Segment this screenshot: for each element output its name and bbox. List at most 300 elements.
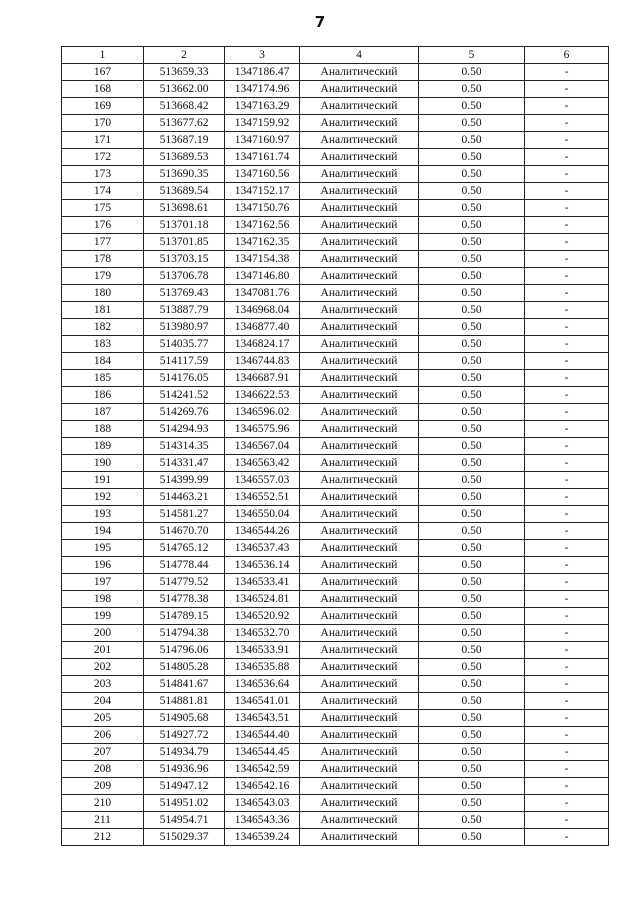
x-coordinate-cell: 514881.81 — [144, 693, 225, 710]
accuracy-cell: 0.50 — [419, 489, 525, 506]
point-number-cell: 186 — [62, 387, 144, 404]
method-cell: Аналитический — [300, 642, 419, 659]
y-coordinate-cell: 1346824.17 — [225, 336, 300, 353]
table-row — [62, 200, 609, 217]
y-coordinate-cell: 1347152.17 — [225, 183, 300, 200]
method-cell: Аналитический — [300, 778, 419, 795]
accuracy-cell: 0.50 — [419, 608, 525, 625]
method-cell: Аналитический — [300, 829, 419, 846]
accuracy-cell: 0.50 — [419, 319, 525, 336]
x-coordinate-cell: 513662.00 — [144, 81, 225, 98]
method-cell: Аналитический — [300, 455, 419, 472]
y-coordinate-cell: 1346550.04 — [225, 506, 300, 523]
table-row — [62, 251, 609, 268]
method-cell: Аналитический — [300, 64, 419, 81]
point-number-cell: 195 — [62, 540, 144, 557]
table-row — [62, 523, 609, 540]
accuracy-cell: 0.50 — [419, 98, 525, 115]
y-coordinate-cell: 1346543.03 — [225, 795, 300, 812]
x-coordinate-cell: 514778.38 — [144, 591, 225, 608]
point-number-cell: 201 — [62, 642, 144, 659]
note-cell: - — [525, 319, 609, 336]
point-number-cell: 180 — [62, 285, 144, 302]
note-cell: - — [525, 795, 609, 812]
x-coordinate-cell: 514314.35 — [144, 438, 225, 455]
column-header: 3 — [225, 47, 300, 64]
x-coordinate-cell: 513701.85 — [144, 234, 225, 251]
table-row — [62, 710, 609, 727]
table-row — [62, 642, 609, 659]
method-cell: Аналитический — [300, 540, 419, 557]
x-coordinate-cell: 514778.44 — [144, 557, 225, 574]
point-number-cell: 190 — [62, 455, 144, 472]
table-row — [62, 744, 609, 761]
y-coordinate-cell: 1346537.43 — [225, 540, 300, 557]
note-cell: - — [525, 523, 609, 540]
point-number-cell: 175 — [62, 200, 144, 217]
accuracy-cell: 0.50 — [419, 81, 525, 98]
accuracy-cell: 0.50 — [419, 591, 525, 608]
y-coordinate-cell: 1346539.24 — [225, 829, 300, 846]
table-row — [62, 132, 609, 149]
x-coordinate-cell: 514765.12 — [144, 540, 225, 557]
point-number-cell: 183 — [62, 336, 144, 353]
table-row — [62, 387, 609, 404]
table-row — [62, 795, 609, 812]
method-cell: Аналитический — [300, 608, 419, 625]
note-cell: - — [525, 166, 609, 183]
y-coordinate-cell: 1346557.03 — [225, 472, 300, 489]
method-cell: Аналитический — [300, 149, 419, 166]
note-cell: - — [525, 642, 609, 659]
table-row — [62, 727, 609, 744]
accuracy-cell: 0.50 — [419, 217, 525, 234]
y-coordinate-cell: 1346542.16 — [225, 778, 300, 795]
y-coordinate-cell: 1346533.41 — [225, 574, 300, 591]
note-cell: - — [525, 353, 609, 370]
accuracy-cell: 0.50 — [419, 438, 525, 455]
y-coordinate-cell: 1347162.35 — [225, 234, 300, 251]
table-row — [62, 761, 609, 778]
y-coordinate-cell: 1347162.56 — [225, 217, 300, 234]
table-row — [62, 489, 609, 506]
column-header: 1 — [62, 47, 144, 64]
method-cell: Аналитический — [300, 625, 419, 642]
point-number-cell: 212 — [62, 829, 144, 846]
accuracy-cell: 0.50 — [419, 659, 525, 676]
page-number: 7 — [314, 13, 326, 31]
point-number-cell: 210 — [62, 795, 144, 812]
x-coordinate-cell: 514399.99 — [144, 472, 225, 489]
note-cell: - — [525, 625, 609, 642]
x-coordinate-cell: 514934.79 — [144, 744, 225, 761]
accuracy-cell: 0.50 — [419, 472, 525, 489]
note-cell: - — [525, 829, 609, 846]
accuracy-cell: 0.50 — [419, 64, 525, 81]
y-coordinate-cell: 1346543.51 — [225, 710, 300, 727]
x-coordinate-cell: 513689.54 — [144, 183, 225, 200]
note-cell: - — [525, 574, 609, 591]
accuracy-cell: 0.50 — [419, 370, 525, 387]
accuracy-cell: 0.50 — [419, 115, 525, 132]
accuracy-cell: 0.50 — [419, 676, 525, 693]
point-number-cell: 185 — [62, 370, 144, 387]
x-coordinate-cell: 514841.67 — [144, 676, 225, 693]
accuracy-cell: 0.50 — [419, 404, 525, 421]
accuracy-cell: 0.50 — [419, 251, 525, 268]
method-cell: Аналитический — [300, 812, 419, 829]
y-coordinate-cell: 1346877.40 — [225, 319, 300, 336]
point-number-cell: 184 — [62, 353, 144, 370]
method-cell: Аналитический — [300, 387, 419, 404]
x-coordinate-cell: 515029.37 — [144, 829, 225, 846]
method-cell: Аналитический — [300, 370, 419, 387]
accuracy-cell: 0.50 — [419, 183, 525, 200]
y-coordinate-cell: 1346744.83 — [225, 353, 300, 370]
method-cell: Аналитический — [300, 166, 419, 183]
table-row — [62, 778, 609, 795]
y-coordinate-cell: 1347161.74 — [225, 149, 300, 166]
note-cell: - — [525, 659, 609, 676]
x-coordinate-cell: 514796.06 — [144, 642, 225, 659]
y-coordinate-cell: 1346544.26 — [225, 523, 300, 540]
accuracy-cell: 0.50 — [419, 132, 525, 149]
x-coordinate-cell: 514905.68 — [144, 710, 225, 727]
note-cell: - — [525, 251, 609, 268]
method-cell: Аналитический — [300, 761, 419, 778]
note-cell: - — [525, 132, 609, 149]
accuracy-cell: 0.50 — [419, 795, 525, 812]
accuracy-cell: 0.50 — [419, 166, 525, 183]
accuracy-cell: 0.50 — [419, 829, 525, 846]
accuracy-cell: 0.50 — [419, 336, 525, 353]
method-cell: Аналитический — [300, 336, 419, 353]
note-cell: - — [525, 608, 609, 625]
accuracy-cell: 0.50 — [419, 778, 525, 795]
y-coordinate-cell: 1347146.80 — [225, 268, 300, 285]
method-cell: Аналитический — [300, 744, 419, 761]
point-number-cell: 191 — [62, 472, 144, 489]
method-cell: Аналитический — [300, 115, 419, 132]
x-coordinate-cell: 514117.59 — [144, 353, 225, 370]
table-row — [62, 234, 609, 251]
note-cell: - — [525, 149, 609, 166]
table-row — [62, 149, 609, 166]
table-row — [62, 217, 609, 234]
point-number-cell: 205 — [62, 710, 144, 727]
column-header: 6 — [525, 47, 609, 64]
method-cell: Аналитический — [300, 421, 419, 438]
x-coordinate-cell: 514269.76 — [144, 404, 225, 421]
method-cell: Аналитический — [300, 506, 419, 523]
point-number-cell: 192 — [62, 489, 144, 506]
y-coordinate-cell: 1346536.64 — [225, 676, 300, 693]
accuracy-cell: 0.50 — [419, 387, 525, 404]
y-coordinate-cell: 1347163.29 — [225, 98, 300, 115]
x-coordinate-cell: 514951.02 — [144, 795, 225, 812]
y-coordinate-cell: 1346536.14 — [225, 557, 300, 574]
accuracy-cell: 0.50 — [419, 812, 525, 829]
method-cell: Аналитический — [300, 557, 419, 574]
note-cell: - — [525, 404, 609, 421]
accuracy-cell: 0.50 — [419, 625, 525, 642]
point-number-cell: 198 — [62, 591, 144, 608]
table-row — [62, 455, 609, 472]
point-number-cell: 202 — [62, 659, 144, 676]
table-row — [62, 540, 609, 557]
note-cell: - — [525, 727, 609, 744]
point-number-cell: 207 — [62, 744, 144, 761]
point-number-cell: 196 — [62, 557, 144, 574]
x-coordinate-cell: 514936.96 — [144, 761, 225, 778]
table-row — [62, 336, 609, 353]
note-cell: - — [525, 489, 609, 506]
accuracy-cell: 0.50 — [419, 557, 525, 574]
x-coordinate-cell: 513703.15 — [144, 251, 225, 268]
note-cell: - — [525, 438, 609, 455]
x-coordinate-cell: 513980.97 — [144, 319, 225, 336]
method-cell: Аналитический — [300, 132, 419, 149]
accuracy-cell: 0.50 — [419, 523, 525, 540]
table-row — [62, 574, 609, 591]
note-cell: - — [525, 591, 609, 608]
note-cell: - — [525, 387, 609, 404]
note-cell: - — [525, 370, 609, 387]
table-row — [62, 829, 609, 846]
method-cell: Аналитический — [300, 438, 419, 455]
point-number-cell: 208 — [62, 761, 144, 778]
accuracy-cell: 0.50 — [419, 574, 525, 591]
method-cell: Аналитический — [300, 183, 419, 200]
table-body — [62, 64, 609, 846]
y-coordinate-cell: 1346968.04 — [225, 302, 300, 319]
method-cell: Аналитический — [300, 727, 419, 744]
y-coordinate-cell: 1346563.42 — [225, 455, 300, 472]
note-cell: - — [525, 472, 609, 489]
point-number-cell: 174 — [62, 183, 144, 200]
table-row — [62, 64, 609, 81]
table-row — [62, 183, 609, 200]
method-cell: Аналитический — [300, 285, 419, 302]
table-row — [62, 115, 609, 132]
table-row — [62, 98, 609, 115]
x-coordinate-cell: 513659.33 — [144, 64, 225, 81]
point-number-cell: 206 — [62, 727, 144, 744]
y-coordinate-cell: 1347186.47 — [225, 64, 300, 81]
note-cell: - — [525, 455, 609, 472]
note-cell: - — [525, 744, 609, 761]
accuracy-cell: 0.50 — [419, 302, 525, 319]
y-coordinate-cell: 1347160.56 — [225, 166, 300, 183]
x-coordinate-cell: 514176.05 — [144, 370, 225, 387]
x-coordinate-cell: 513769.43 — [144, 285, 225, 302]
table-row — [62, 659, 609, 676]
method-cell: Аналитический — [300, 200, 419, 217]
point-number-cell: 193 — [62, 506, 144, 523]
accuracy-cell: 0.50 — [419, 693, 525, 710]
y-coordinate-cell: 1347159.92 — [225, 115, 300, 132]
table-row — [62, 625, 609, 642]
note-cell: - — [525, 812, 609, 829]
y-coordinate-cell: 1346552.51 — [225, 489, 300, 506]
table-row — [62, 353, 609, 370]
table-row — [62, 285, 609, 302]
accuracy-cell: 0.50 — [419, 285, 525, 302]
table-row — [62, 438, 609, 455]
note-cell: - — [525, 302, 609, 319]
y-coordinate-cell: 1347174.96 — [225, 81, 300, 98]
y-coordinate-cell: 1347160.97 — [225, 132, 300, 149]
point-number-cell: 211 — [62, 812, 144, 829]
point-number-cell: 182 — [62, 319, 144, 336]
method-cell: Аналитический — [300, 251, 419, 268]
y-coordinate-cell: 1346535.88 — [225, 659, 300, 676]
point-number-cell: 177 — [62, 234, 144, 251]
point-number-cell: 199 — [62, 608, 144, 625]
method-cell: Аналитический — [300, 591, 419, 608]
note-cell: - — [525, 200, 609, 217]
y-coordinate-cell: 1346543.36 — [225, 812, 300, 829]
x-coordinate-cell: 514670.70 — [144, 523, 225, 540]
point-number-cell: 176 — [62, 217, 144, 234]
table-row — [62, 302, 609, 319]
table-row — [62, 319, 609, 336]
x-coordinate-cell: 513706.78 — [144, 268, 225, 285]
note-cell: - — [525, 761, 609, 778]
note-cell: - — [525, 557, 609, 574]
y-coordinate-cell: 1346520.92 — [225, 608, 300, 625]
point-number-cell: 179 — [62, 268, 144, 285]
x-coordinate-cell: 514294.93 — [144, 421, 225, 438]
table-row — [62, 557, 609, 574]
point-number-cell: 167 — [62, 64, 144, 81]
accuracy-cell: 0.50 — [419, 149, 525, 166]
method-cell: Аналитический — [300, 302, 419, 319]
method-cell: Аналитический — [300, 489, 419, 506]
method-cell: Аналитический — [300, 319, 419, 336]
method-cell: Аналитический — [300, 710, 419, 727]
coordinates-table — [61, 46, 609, 846]
x-coordinate-cell: 514463.21 — [144, 489, 225, 506]
method-cell: Аналитический — [300, 795, 419, 812]
note-cell: - — [525, 421, 609, 438]
x-coordinate-cell: 514789.15 — [144, 608, 225, 625]
x-coordinate-cell: 513687.19 — [144, 132, 225, 149]
method-cell: Аналитический — [300, 472, 419, 489]
y-coordinate-cell: 1346532.70 — [225, 625, 300, 642]
y-coordinate-cell: 1346533.91 — [225, 642, 300, 659]
x-coordinate-cell: 514035.77 — [144, 336, 225, 353]
note-cell: - — [525, 217, 609, 234]
point-number-cell: 172 — [62, 149, 144, 166]
table-row — [62, 472, 609, 489]
note-cell: - — [525, 81, 609, 98]
y-coordinate-cell: 1346687.91 — [225, 370, 300, 387]
accuracy-cell: 0.50 — [419, 744, 525, 761]
table-row — [62, 676, 609, 693]
y-coordinate-cell: 1346541.01 — [225, 693, 300, 710]
point-number-cell: 200 — [62, 625, 144, 642]
note-cell: - — [525, 506, 609, 523]
x-coordinate-cell: 514805.28 — [144, 659, 225, 676]
note-cell: - — [525, 285, 609, 302]
column-header: 4 — [300, 47, 419, 64]
table-row — [62, 506, 609, 523]
y-coordinate-cell: 1347154.38 — [225, 251, 300, 268]
point-number-cell: 168 — [62, 81, 144, 98]
note-cell: - — [525, 336, 609, 353]
table-row — [62, 166, 609, 183]
note-cell: - — [525, 98, 609, 115]
point-number-cell: 173 — [62, 166, 144, 183]
y-coordinate-cell: 1346544.45 — [225, 744, 300, 761]
note-cell: - — [525, 234, 609, 251]
method-cell: Аналитический — [300, 404, 419, 421]
method-cell: Аналитический — [300, 268, 419, 285]
x-coordinate-cell: 513668.42 — [144, 98, 225, 115]
point-number-cell: 197 — [62, 574, 144, 591]
x-coordinate-cell: 513887.79 — [144, 302, 225, 319]
table-row — [62, 812, 609, 829]
accuracy-cell: 0.50 — [419, 234, 525, 251]
point-number-cell: 181 — [62, 302, 144, 319]
method-cell: Аналитический — [300, 693, 419, 710]
table-row — [62, 693, 609, 710]
accuracy-cell: 0.50 — [419, 506, 525, 523]
table-row — [62, 268, 609, 285]
point-number-cell: 170 — [62, 115, 144, 132]
method-cell: Аналитический — [300, 81, 419, 98]
point-number-cell: 178 — [62, 251, 144, 268]
note-cell: - — [525, 64, 609, 81]
point-number-cell: 187 — [62, 404, 144, 421]
x-coordinate-cell: 514927.72 — [144, 727, 225, 744]
table-row — [62, 421, 609, 438]
table-row — [62, 404, 609, 421]
point-number-cell: 169 — [62, 98, 144, 115]
table-row — [62, 370, 609, 387]
x-coordinate-cell: 513701.18 — [144, 217, 225, 234]
table-row — [62, 591, 609, 608]
method-cell: Аналитический — [300, 574, 419, 591]
accuracy-cell: 0.50 — [419, 540, 525, 557]
accuracy-cell: 0.50 — [419, 200, 525, 217]
point-number-cell: 171 — [62, 132, 144, 149]
method-cell: Аналитический — [300, 217, 419, 234]
y-coordinate-cell: 1346596.02 — [225, 404, 300, 421]
x-coordinate-cell: 514794.38 — [144, 625, 225, 642]
method-cell: Аналитический — [300, 676, 419, 693]
y-coordinate-cell: 1346524.81 — [225, 591, 300, 608]
accuracy-cell: 0.50 — [419, 268, 525, 285]
y-coordinate-cell: 1346542.59 — [225, 761, 300, 778]
accuracy-cell: 0.50 — [419, 353, 525, 370]
y-coordinate-cell: 1346544.40 — [225, 727, 300, 744]
y-coordinate-cell: 1346567.04 — [225, 438, 300, 455]
point-number-cell: 203 — [62, 676, 144, 693]
point-number-cell: 209 — [62, 778, 144, 795]
point-number-cell: 204 — [62, 693, 144, 710]
accuracy-cell: 0.50 — [419, 710, 525, 727]
x-coordinate-cell: 514947.12 — [144, 778, 225, 795]
x-coordinate-cell: 514779.52 — [144, 574, 225, 591]
method-cell: Аналитический — [300, 353, 419, 370]
accuracy-cell: 0.50 — [419, 642, 525, 659]
x-coordinate-cell: 513677.62 — [144, 115, 225, 132]
note-cell: - — [525, 540, 609, 557]
accuracy-cell: 0.50 — [419, 727, 525, 744]
method-cell: Аналитический — [300, 234, 419, 251]
